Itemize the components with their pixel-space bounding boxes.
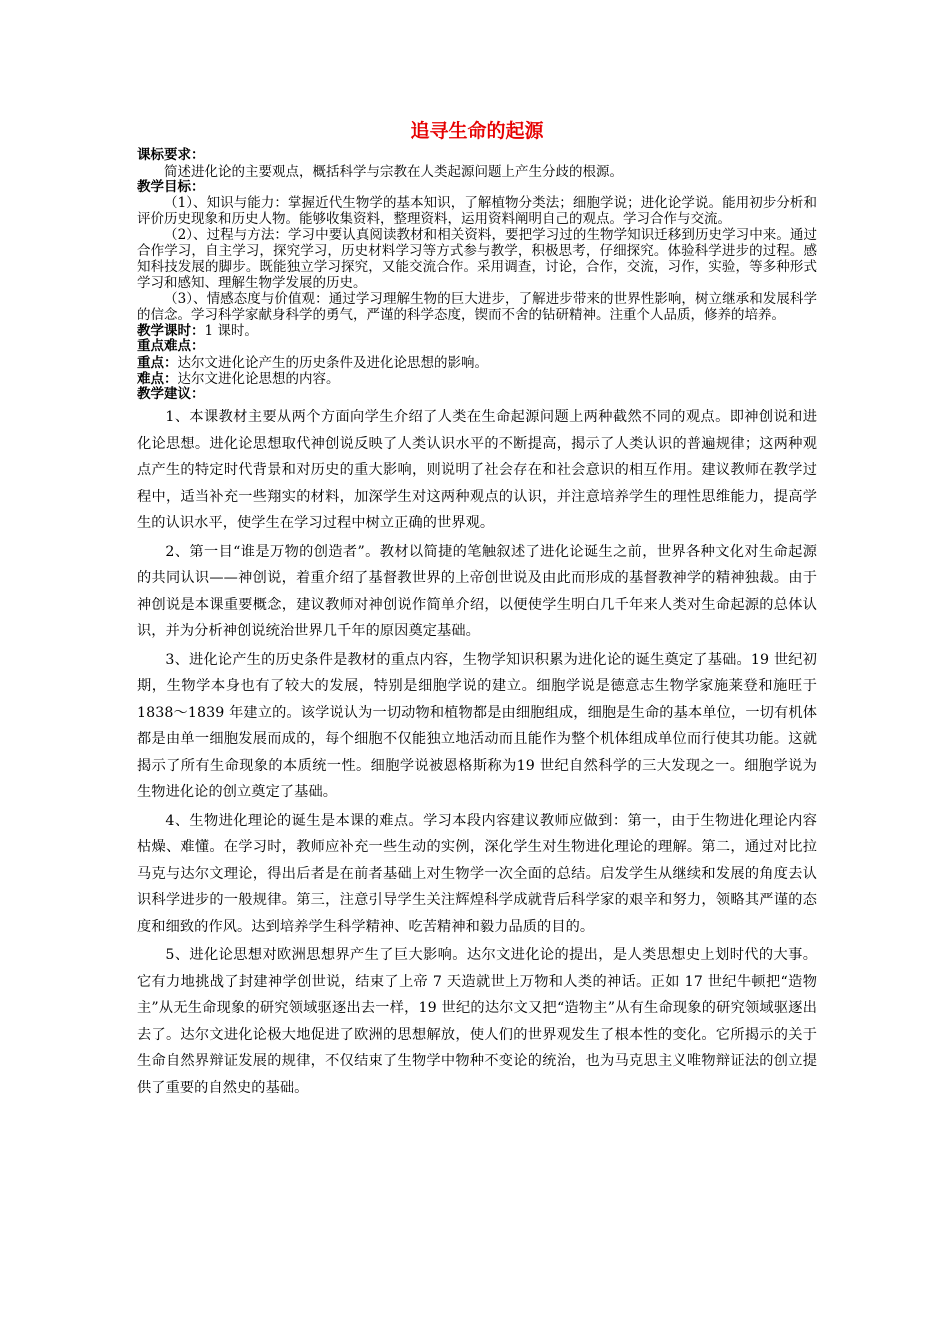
key-row — [137, 355, 817, 371]
difficult-text: 达尔文进化论思想的内容。 — [177, 370, 340, 387]
goal-attitude: （3）、情感态度与价值观：通过学习理解生物的巨大进步，了解进步带来的世界性影响，树立继承和发展科学的信念。学习科学家献身科学的勇气，严谨的科学态度，锲而不舍的钻研精神。注重个人品质，修养的培养。 — [137, 291, 817, 323]
difficult-label: 难点： — [137, 370, 178, 387]
curriculum-text: 简述进化论的主要观点，概括科学与宗教在人类起源问题上产生分歧的根源。 — [164, 163, 623, 180]
hours-row — [137, 323, 817, 339]
key-points-label: 重点难点： — [137, 338, 205, 354]
suggestion-paragraph-3: 3、进化论产生的历史条件是教材的重点内容，生物学知识积累为进化论的诞生奠定了基础。19 世纪初期，生物学本身也有了较大的发展，特别是细胞学说的建立。细胞学说是德意志生物学家施莱登和施旺于 1838～1839 年建立的。该学说认为一切动物和植物都是由细胞组成，细胞是生命的基本单位，一切有机体都是由单一细胞发展而成的，每个细胞不仅能独立地活动而且能作为整个机体组成单位而行使其功能。这就揭示了所有生命现象的本质统一性。细胞学说被恩格斯称为19 世纪自然科学的三大发现之一。细胞学说为生物进化论的创立奠定了基础。 — [137, 651, 817, 800]
goal-process: （2）、过程与方法：学习中要认真阅读教材和相关资料，要把学习过的生物学知识迁移到历史学习中来。通过合作学习，自主学习，探究学习，历史材料学习等方式参与教学，积极思考，仔细探究。体验科学进步的过程。感知科技发展的脚步。既能独立学习探究，又能交流合作。采用调查，讨论，合作，交流，习作，实验，等多种形式学习和感知、理解生物学发展的历史。 — [137, 227, 817, 291]
suggestion-paragraph-1: 1、本课教材主要从两个方面向学生介绍了人类在生命起源问题上两种截然不同的观点。即神创说和进化论思想。进化论思想取代神创说反映了人类认识水平的不断提高，揭示了人类认识的普遍规律；这两种观点产生的特定时代背景和对历史的重大影响，则说明了社会存在和社会意识的相互作用。建议教师在教学过程中，适当补充一些翔实的材料，加深学生对这两种观点的认识，并注意培养学生的理性思维能力，提高学生的认识水平，使学生在学习过程中树立正确的世界观。 — [137, 409, 817, 531]
document-title: 追寻生命的起源 — [410, 120, 544, 142]
suggestion-paragraph-2: 2、第一目“谁是万物的创造者”。教材以简捷的笔触叙述了进化论诞生之前，世界各种文化对生命起源的共同认识——神创说，着重介绍了基督教世界的上帝创世说及由此而形成的基督教神学的精神独裁。由于神创说是本课重要概念，建议教师对神创说作简单介绍，以便使学生明白几千年来人类对生命起源的总体认识，并为分析神创说统治世界几千年的原因奠定基础。 — [137, 543, 817, 639]
suggestions-body — [137, 404, 817, 1101]
document-page — [137, 118, 817, 1103]
goal-knowledge: （1）、知识与能力：掌握近代生物学的基本知识，了解植物分类法；细胞学说；进化论学说。能用初步分析和评价历史现象和历史人物。能够收集资料，整理资料，运用资料阐明自己的观点。学习合作与交流。 — [137, 195, 817, 227]
hours-label: 教学课时： — [137, 323, 205, 339]
difficult-row — [137, 371, 817, 387]
key-label: 重点： — [137, 354, 178, 371]
key-text: 达尔文进化论产生的历史条件及进化论思想的影响。 — [177, 354, 488, 371]
suggestion-paragraph-4: 4、生物进化理论的诞生是本课的难点。学习本段内容建议教师应做到：第一，由于生物进化理论内容枯燥、难懂。在学习时，教师应补充一些生动的实例，深化学生对生物进化理论的理解。第二，通过对比拉马克与达尔文理论，得出后者是在前者基础上对生物学一次全面的总结。启发学生从继续和发展的角度去认识科学进步的一般规律。第三，注意引导学生关注辉煌科学成就背后科学家的艰辛和努力，领略其严谨的态度和细致的作风。达到培养学生科学精神、吃苦精神和毅力品质的目的。 — [137, 812, 817, 935]
goals-label: 教学目标： — [137, 178, 205, 195]
suggestion-paragraph-5: 5、进化论思想对欧洲思想界产生了巨大影响。达尔文进化论的提出，是人类思想史上划时代的大事。它有力地挑战了封建神学创世说，结束了上帝 7 天造就世上万物和人类的神话。正如 17 世纪牛顿把“造物主”从无生命现象的研究领域驱逐出去一样，19 世纪的达尔文又把“造物主”从有生命现象的研究领域驱逐出去了。达尔文进化论极大地促进了欧洲的思想解放，使人们的世界观发生了根本性的变化。它所揭示的关于生命自然界辩证发展的规律，不仅结束了生物学中物种不变论的统治，也为马克思主义唯物辩证法的创立提供了重要的自然史的基础。 — [137, 947, 817, 1096]
suggestions-label: 教学建议： — [137, 385, 205, 402]
curriculum-label: 课标要求： — [137, 147, 205, 163]
hours-value: 1 课时。 — [204, 323, 258, 339]
